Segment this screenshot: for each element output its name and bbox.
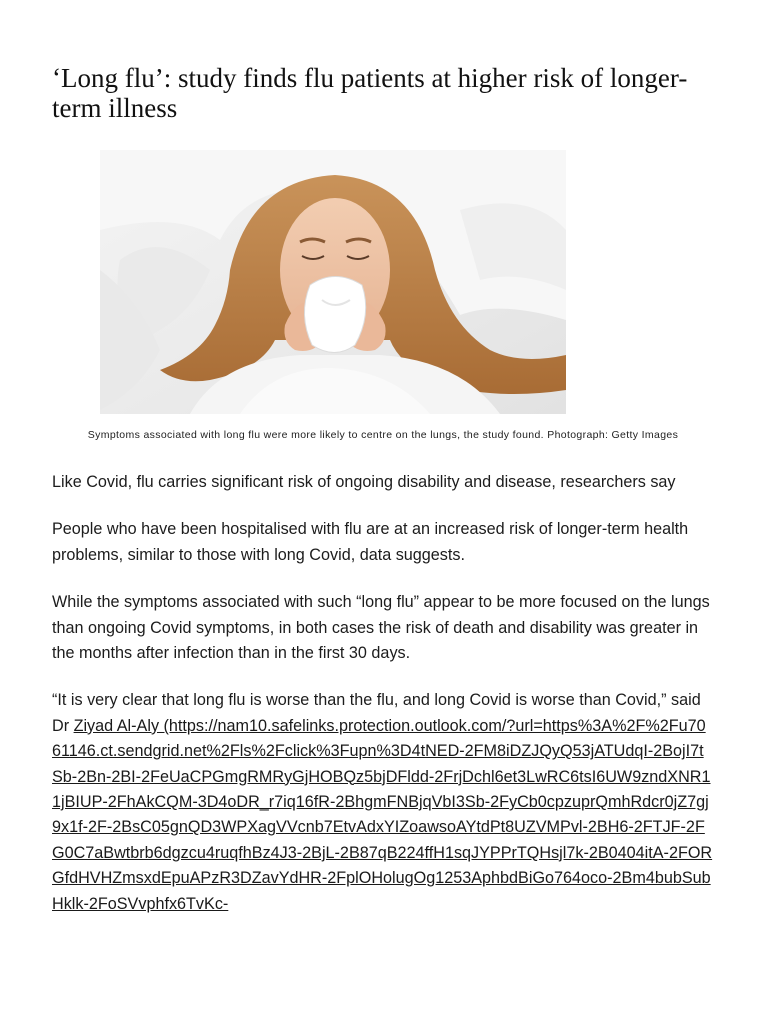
- article-body: [52, 470, 714, 939]
- ziyad-al-aly-link[interactable]: Ziyad Al-Aly (https://nam10.safelinks.protection.outlook.com/?url=https%3A%2F%2Fu7061146.ct.sendgrid.net%2Fls%2Fclick%3Fupn%3D4tNED-2FM8iDZJQyQ53jATUdqI-2BojI7tSb-2Bn-2BI-2FeUaCPGmgRMRyGjHOBQz5bjDFldd-2FrjDchl6et3LwRC6tsI6UW9zndXNR11jBIUP-2FhAkCQM-3D4oDR_r7iq16fR-2BhgmFNBjqVbI3Sb-2FyCb0cpzuprQmhRdcr0jZ7gj9x1f-2F-2BsC05gnQD3WPXagVVcnb7EtvAdxYIZoawsoAYtdPt8UZVMPvl-2BH6-2FTJF-2FG0C7aBwtbrb6dgzcu4ruqfhBz4J3-2BjL-2B87qB224ffH1sqJYPPrTQHsjl7k-2B0404itA-2FORGfdHVHZmsxdEpuAPzR3DZavYdHR-2FplOHolugOg1253AphbdBiGo764oco-2Bm4bubSubHklk-2FoSVvphfx6TvKc-: [52, 716, 713, 913]
- woman-blowing-nose-photo: [100, 150, 566, 414]
- standfirst: Like Covid, flu carries significant risk of ongoing disability and disease, researchers say: [52, 473, 676, 491]
- paragraph-2: While the symptoms associated with such “long flu” appear to be more focused on the lungs than ongoing Covid symptoms, in both cases the risk of death and disability was greater in the months after infection than in the first 30 days.: [52, 593, 710, 663]
- photo-caption: Symptoms associated with long flu were more likely to centre on the lungs, the study found. Photograph: Getty Images: [87, 429, 679, 441]
- article-header: [52, 0, 714, 123]
- paragraph-1: People who have been hospitalised with flu are at an increased risk of longer-term health problems, similar to those with long Covid, data suggests.: [52, 520, 689, 564]
- quote-text: “It is very clear that long flu is worse than the flu, and long Covid is worse than Covid,” said Dr: [52, 691, 701, 735]
- headline: ‘Long flu’: study finds flu patients at higher risk of longer-term illness: [52, 63, 688, 123]
- article-photo: [100, 150, 566, 414]
- quote-paragraph: [52, 688, 714, 917]
